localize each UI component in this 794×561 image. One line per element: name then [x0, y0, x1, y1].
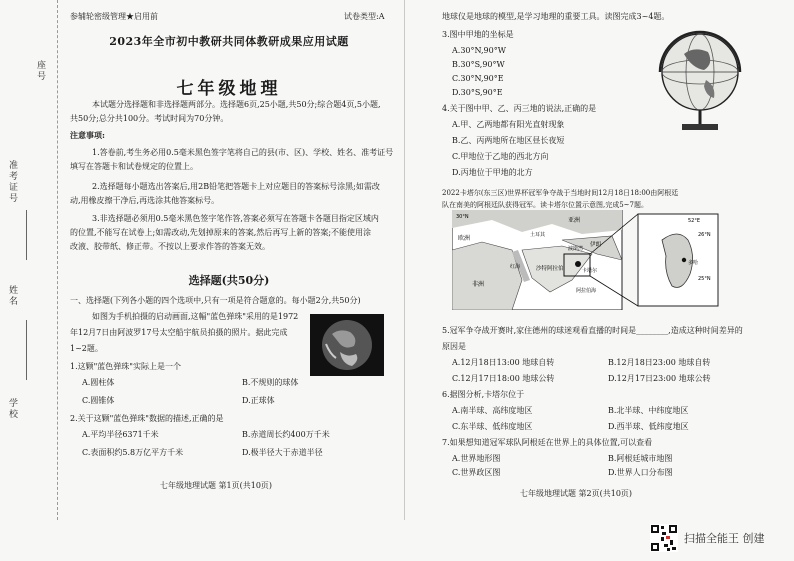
- q3-option-b[interactable]: B.30°S,90°W: [452, 60, 505, 69]
- map-lon-label: 52°E: [688, 218, 701, 224]
- q4-option-d[interactable]: D.丙地位于甲地的北方: [452, 168, 533, 177]
- map-lat-label: 26°N: [698, 232, 711, 238]
- q6-stem: 6.据图分析,卡塔尔位于: [442, 390, 525, 399]
- note-line: 填写在答题卡和试卷规定的位置上。: [70, 162, 198, 171]
- map-label-iran: 伊朗: [590, 242, 602, 248]
- q1-stem: 1.这颗"蓝色弹珠"实际上是一个: [70, 362, 181, 371]
- binding-line: [26, 210, 27, 260]
- q6-option-b[interactable]: B.北半球、中纬度地区: [608, 406, 689, 415]
- q5-stem-cont: 原因是: [442, 342, 466, 351]
- q3-option-a[interactable]: A.30°N,90°W: [452, 46, 506, 55]
- qatar-location-map: [452, 210, 722, 310]
- earth-photo: [310, 314, 384, 376]
- q3-option-c[interactable]: C.30°N,90°E: [452, 74, 504, 83]
- q6-option-a[interactable]: A.南半球、高纬度地区: [452, 406, 533, 415]
- q2-option-c[interactable]: C.表面积约5.8万亿平方千米: [82, 448, 184, 457]
- q1-option-b[interactable]: B.不规则的球体: [242, 378, 299, 387]
- passage-line: 如图为手机拍摄的启动画面,这幅"蓝色弹珠"采用的是1972: [92, 312, 299, 321]
- note-line: 动,用橡皮擦干净后,再选涂其他答案标号。: [70, 196, 220, 205]
- map-label-arabian-sea: 阿拉伯海: [576, 288, 597, 294]
- q5-option-c[interactable]: C.12月17日18:00 地球公转: [452, 374, 555, 383]
- note-line: 改液、胶带纸、修正带。不按以上要求作答的答案无效。: [70, 242, 270, 251]
- q7-option-a[interactable]: A.世界地形图: [452, 454, 501, 463]
- q1-option-a[interactable]: A.圆柱体: [82, 378, 115, 387]
- q2-option-b[interactable]: B.赤道周长约400万千米: [242, 430, 330, 439]
- note-line: 的位置,不能写在试卷上;如需改动,先划掉原来的答案,然后再写上新的答案;不能使用涂: [70, 228, 372, 237]
- passage-line: 2022卡塔尔(东三区)世界杯冠军争夺战于当地时间12月18日18:00由阿根廷: [442, 189, 679, 197]
- page-footer: 七年级地理试题 第1页(共10页): [160, 481, 273, 490]
- map-label-qatar: 卡塔尔: [582, 268, 598, 274]
- q5-option-a[interactable]: A.12月18日13:00 地球自转: [452, 358, 555, 367]
- seat-number-label: 座号: [35, 60, 45, 82]
- school-label: 学校: [7, 398, 17, 420]
- binding-line: [26, 320, 27, 380]
- q6-option-c[interactable]: C.东半球、低纬度地区: [452, 422, 533, 431]
- q7-option-b[interactable]: B.阿根廷城市地图: [608, 454, 673, 463]
- instructions-line: 本试题分选择题和非选择题两部分。选择题6页,25小题,共50分;综合题4页,5小题,: [92, 100, 381, 109]
- map-lat-label: 30°N: [456, 214, 469, 220]
- q4-option-a[interactable]: A.甲、乙两地都有阳光直射现象: [452, 120, 565, 129]
- name-label: 姓名: [7, 285, 17, 307]
- passage-line: 年12月7日由阿波罗17号太空船宇航员拍摄的照片。据此完成: [70, 328, 288, 337]
- q4-stem: 4.关于图中甲、乙、丙三地的说法,正确的是: [442, 104, 597, 113]
- section-intro: 一、选择题(下列各小题的四个选项中,只有一项是符合题意的。每小题2分,共50分): [70, 296, 361, 305]
- map-label-africa: 非洲: [472, 281, 485, 288]
- qr-code-icon: [650, 524, 678, 552]
- q1-option-d[interactable]: D.正球体: [242, 396, 275, 405]
- q5-option-d[interactable]: D.12月17日23:00 地球公转: [608, 374, 711, 383]
- map-label-turkey: 土耳其: [530, 232, 546, 238]
- scanner-brand: 扫描全能王 创建: [684, 532, 765, 545]
- page-fold: [404, 0, 405, 520]
- section-title: 选择题(共50分): [188, 274, 270, 287]
- page-footer: 七年级地理试题 第2页(共10页): [520, 489, 633, 498]
- map-label-asia: 亚洲: [568, 217, 581, 224]
- q1-option-c[interactable]: C.圆锥体: [82, 396, 115, 405]
- q6-option-d[interactable]: D.西半球、低纬度地区: [608, 422, 689, 431]
- q7-stem: 7.如果想知道冠军球队阿根廷在世界上的具体位置,可以查看: [442, 438, 653, 447]
- map-label-red-sea: 红海: [510, 264, 521, 270]
- q4-option-c[interactable]: C.甲地位于乙地的西北方向: [452, 152, 549, 161]
- note-line: 2.选择题每小题选出答案后,用2B铅笔把答题卡上对应题目的答案标号涂黑;如需改: [92, 182, 380, 191]
- note-line: 1.答卷前,考生务必用0.5毫米黑色签字笔将自己的县(市、区)、学校、姓名、准考证号: [92, 148, 394, 157]
- q2-stem: 2.关于这颗"蓝色弹珠"数据的描述,正确的是: [70, 414, 224, 423]
- binding-strip: [0, 0, 58, 520]
- q5-option-b[interactable]: B.12月18日23:00 地球自转: [608, 358, 711, 367]
- q4-option-b[interactable]: B.乙、丙两地所在地区昼长夜短: [452, 136, 565, 145]
- passage-line: 1~2题。: [70, 344, 103, 353]
- q2-option-d[interactable]: D.极半径大于赤道半径: [242, 448, 323, 457]
- page-2: [416, 0, 768, 520]
- q7-option-c[interactable]: C.世界政区图: [452, 468, 501, 477]
- map-label-europe: 欧洲: [458, 235, 471, 242]
- map-lat-label: 25°N: [698, 276, 711, 282]
- q7-option-d[interactable]: D.世界人口分布图: [608, 468, 673, 477]
- q2-option-a[interactable]: A.平均半径6371千米: [82, 430, 159, 439]
- note-line: 3.非选择题必须用0.5毫米黑色签字笔作答,答案必须写在答题卡各题目指定区域内: [92, 214, 379, 223]
- exam-number-label: 准考证号: [7, 160, 17, 204]
- exam-title: 2023年全市初中教研共同体教研成果应用试题: [109, 35, 349, 48]
- paper-type: 试卷类型:A: [344, 12, 385, 21]
- globe-icon: [654, 26, 746, 136]
- globe-passage: 地球仪是地球的模型,是学习地理的重要工具。读图完成3~4题。: [442, 12, 670, 21]
- map-label-doha: 多哈: [688, 260, 699, 266]
- instructions-line: 共50分;总分共100分。考试时间为70分钟。: [70, 114, 229, 123]
- q3-stem: 3.图中甲地的坐标是: [442, 30, 514, 39]
- q5-stem: 5.冠军争夺战开赛时,家住德州的球迷观看直播的时间是________,造成这种时间差异的: [442, 326, 743, 335]
- map-label-gulf: 波斯湾: [568, 246, 584, 252]
- map-label-saudi: 沙特阿拉伯: [536, 266, 564, 272]
- passage-line: 队在南美的阿根廷队获得冠军。读卡塔尔位置示意图,完成5~7题。: [442, 201, 648, 209]
- secret-label: 参辅轮密级管理★启用前: [70, 12, 158, 21]
- page-1: [62, 0, 396, 520]
- q3-option-d[interactable]: D.30°S,90°E: [452, 88, 503, 97]
- notes-label: 注意事项:: [70, 130, 105, 140]
- subject-title: 七年级地理: [176, 79, 282, 99]
